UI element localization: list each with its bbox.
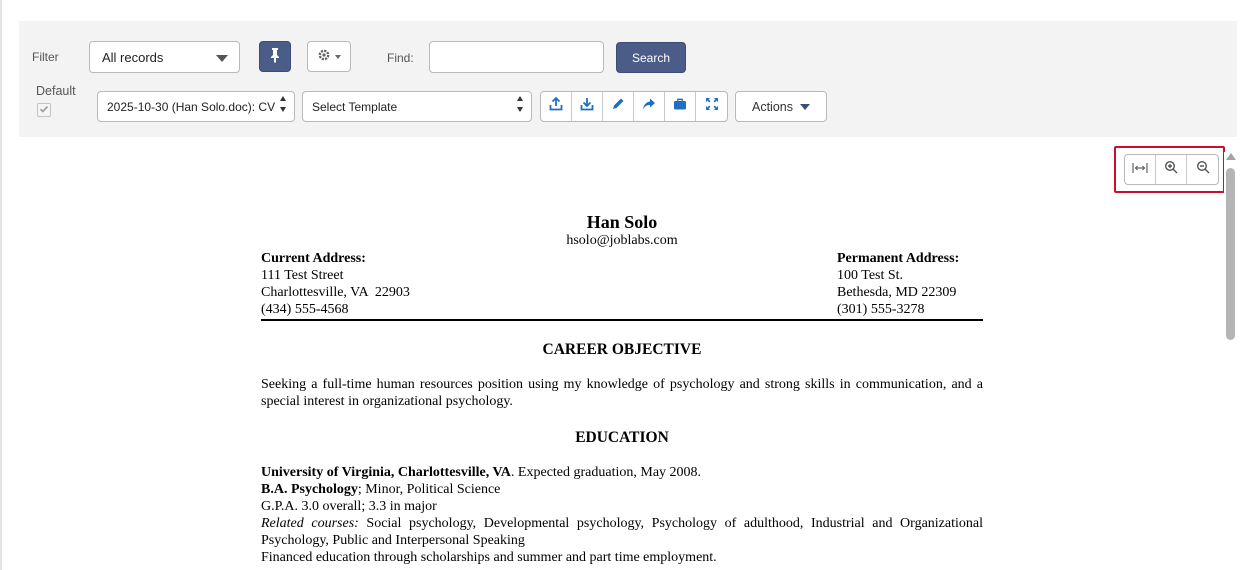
current-address-line1: 111 Test Street bbox=[261, 268, 344, 283]
current-address bbox=[261, 250, 410, 318]
document-select-value: 2025-10-30 (Han Solo.doc): CV bbox=[107, 99, 276, 114]
courses-line bbox=[261, 515, 983, 549]
scroll-up-arrow-icon[interactable] bbox=[1226, 153, 1236, 160]
actions-dropdown-button[interactable] bbox=[735, 91, 827, 122]
degree-name: B.A. Psychology bbox=[261, 482, 358, 497]
graduation-text: . Expected graduation, May 2008. bbox=[510, 465, 702, 480]
filter-select[interactable] bbox=[89, 41, 240, 73]
pin-button[interactable] bbox=[259, 41, 291, 72]
minor-text: ; Minor, Political Science bbox=[357, 482, 501, 497]
search-button-label: Search bbox=[631, 50, 671, 65]
objective-text: Seeking a full-time human resources position using my knowledge of psychology and strong skills in communication, and a special interest in organizational psychology. bbox=[261, 377, 983, 409]
permanent-address bbox=[837, 250, 983, 318]
resume-name: Han Solo bbox=[586, 212, 658, 232]
education-block bbox=[261, 464, 983, 566]
find-input[interactable] bbox=[429, 41, 604, 73]
zoom-in-button[interactable] bbox=[1156, 155, 1187, 184]
upload-button[interactable] bbox=[541, 92, 572, 121]
education-heading: EDUCATION bbox=[575, 429, 669, 446]
scrollbar-thumb[interactable] bbox=[1226, 168, 1235, 340]
university-line bbox=[261, 464, 983, 481]
find-label: Find: bbox=[387, 51, 414, 65]
fit-width-button[interactable] bbox=[1125, 155, 1156, 184]
current-address-line2: Charlottesville, VA 22903 bbox=[261, 285, 410, 300]
degree-line bbox=[261, 481, 983, 498]
edit-button[interactable] bbox=[603, 92, 634, 121]
document-select[interactable] bbox=[97, 91, 295, 122]
current-address-title: Current Address: bbox=[261, 251, 366, 266]
permanent-address-line1: 100 Test St. bbox=[837, 268, 904, 283]
resume-document bbox=[261, 212, 983, 566]
pin-icon bbox=[269, 47, 281, 66]
settings-dropdown-button[interactable] bbox=[307, 41, 351, 72]
address-block bbox=[261, 250, 983, 318]
zoom-in-icon bbox=[1164, 160, 1178, 179]
financed-line: Financed education through scholarships and summer and part time employment. bbox=[261, 550, 717, 565]
search-button[interactable] bbox=[616, 42, 686, 73]
university-name: University of Virginia, Charlottesville, VA bbox=[261, 465, 511, 480]
zoom-controls bbox=[1124, 154, 1219, 185]
expand-icon bbox=[705, 97, 719, 116]
select-arrows-icon bbox=[517, 96, 525, 116]
share-button[interactable] bbox=[634, 92, 665, 121]
header-divider bbox=[261, 319, 983, 321]
resume-email: hsolo@joblabs.com bbox=[566, 233, 678, 248]
permanent-address-phone: (301) 555-3278 bbox=[837, 302, 925, 317]
default-label: Default bbox=[36, 84, 76, 98]
filter-select-value: All records bbox=[102, 49, 164, 65]
page-left-border bbox=[0, 0, 2, 570]
share-icon bbox=[642, 97, 656, 116]
download-button[interactable] bbox=[572, 92, 603, 121]
gpa-line: G.P.A. 3.0 overall; 3.3 in major bbox=[261, 499, 437, 514]
expand-button[interactable] bbox=[696, 92, 727, 121]
template-select[interactable] bbox=[302, 91, 532, 122]
actions-button-label: Actions bbox=[752, 99, 793, 114]
current-address-phone: (434) 555-4568 bbox=[261, 302, 349, 317]
zoom-out-icon bbox=[1196, 160, 1210, 179]
briefcase-button[interactable] bbox=[665, 92, 696, 121]
fit-width-icon bbox=[1132, 161, 1148, 179]
objective-heading: CAREER OBJECTIVE bbox=[542, 341, 702, 358]
permanent-address-line2: Bethesda, MD 22309 bbox=[837, 285, 957, 300]
courses-label: Related courses: bbox=[261, 516, 359, 531]
caret-down-icon bbox=[800, 104, 810, 110]
chevron-down-icon bbox=[216, 55, 228, 62]
briefcase-icon bbox=[673, 97, 687, 116]
courses-text: Social psychology, Developmental psychology, Psychology of adulthood, Industrial and Organizational Psychology, Public and Interpersonal Speaking bbox=[261, 516, 983, 548]
download-icon bbox=[580, 97, 594, 116]
filter-label: Filter bbox=[32, 50, 59, 64]
select-arrows-icon bbox=[280, 96, 288, 116]
checkmark-icon bbox=[39, 101, 49, 119]
upload-icon bbox=[549, 97, 563, 116]
zoom-out-button[interactable] bbox=[1187, 155, 1218, 184]
permanent-address-title: Permanent Address: bbox=[837, 251, 960, 266]
gear-icon bbox=[317, 48, 331, 65]
edit-icon bbox=[611, 97, 625, 116]
template-select-value: Select Template bbox=[312, 99, 398, 114]
caret-down-icon bbox=[335, 55, 341, 59]
document-actions-group bbox=[540, 91, 728, 122]
default-checkbox[interactable] bbox=[37, 103, 51, 117]
